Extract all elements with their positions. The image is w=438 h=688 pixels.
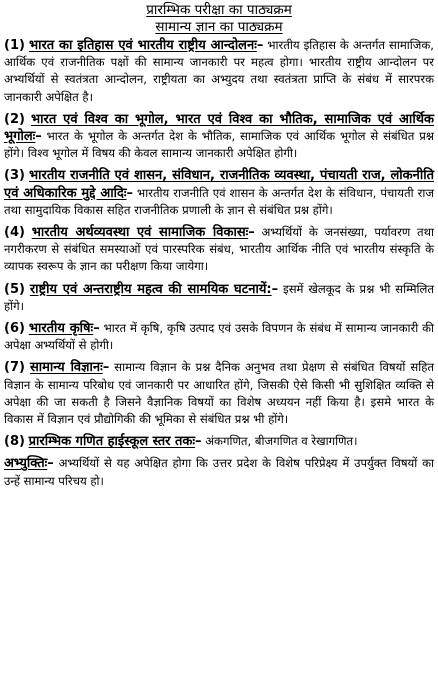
section-8 xyxy=(4,433,434,450)
section-1 xyxy=(4,37,434,106)
section-separator: – xyxy=(248,225,255,241)
section-heading: सामान्य विज्ञानः xyxy=(30,360,103,376)
section-number: (3) xyxy=(4,168,25,184)
section-text: अभ्यर्थियों के जनसंख्या, पर्यावरण तथा नगरीकरण से संबंधित समस्याओं एवं पारस्परिक संबंध, भारतीय आर्थिक नीति एवं भारतीय संस्कृति के व्यापक स्वरूप के ज्ञान का परीक्षण किया जायेगा। xyxy=(4,225,434,274)
section-text: सामान्य विज्ञान के प्रश्न दैनिक अनुभव तथा प्रेक्षण से संबंधित विषयों सहित विज्ञान के सामान्य परिबोध एवं जानकारी पर आधारित होंगे, जिसकी ऐसे किसी भी सुशिक्षित व्यक्ति से अपेक्षा की जा सकती है जिसने वैज्ञानिक विषयों का विशेष अध्ययन नहीं किया है। इसमे भारत के विकास में विज्ञान एवं प्रौद्योगिकी की भूमिका से संबंधित प्रश्न भी होंगे। xyxy=(4,360,434,427)
section-text: भारतीय राजनीति एवं शासन के अन्तर्गत देश के संविधान, पंचायती राज तथा सामुदायिक विकास सहित राजनीतिक प्रणाली के ज्ञान से संबंधित प्रश्न होंगे। xyxy=(4,185,434,217)
section-number: (2) xyxy=(4,111,25,127)
section-heading: भारतीय राजनीति एवं शासन, संविधान, राजनीतिक व्यवस्था, पंचायती राज, लोकनीति एवं अधिकारिक मुद्दे आदिः xyxy=(4,168,434,201)
section-5 xyxy=(4,281,434,315)
section-separator: – xyxy=(195,434,202,450)
section-separator: – xyxy=(93,321,100,337)
remark-heading: अभ्युक्तिः xyxy=(4,456,48,472)
section-separator: – xyxy=(47,456,54,472)
section-separator: – xyxy=(102,360,110,376)
section-text: इसमें खेलकूद के प्रश्न भी सम्मिलित होंगे। xyxy=(4,281,435,313)
section-4 xyxy=(4,224,434,276)
section-separator: – xyxy=(35,129,42,145)
section-separator: – xyxy=(126,185,134,201)
section-text: भारतीय इतिहास के अन्तर्गत सामाजिक, आर्थिक एवं राजनीतिक पक्षों की सामान्य जानकारी पर महत्व होगा। भारतीय राष्ट्रीय आन्दोलन पर अभ्यर्थियों से स्वतंत्रता आन्दोलन, राष्ट्रीयता का अभ्युदय तथा स्वतंत्रता प्राप्ति के संबंध में सारपरक जानकारी अपेक्षित है। xyxy=(4,38,434,104)
section-number: (5) xyxy=(4,281,25,297)
section-6 xyxy=(4,320,434,354)
remark-section xyxy=(4,455,434,489)
section-number: (6) xyxy=(4,321,25,337)
page-title: प्रारम्भिक परीक्षा का पाठ्यक्रम xyxy=(146,2,292,18)
section-text: भारत में कृषि, कृषि उत्पाद एवं उसके विपणन के संबंध में सामान्य जानकारी की अपेक्षा अभ्यर्थियों से होगी। xyxy=(4,321,435,353)
page-subtitle: सामान्य ज्ञान का पाठ्यक्रम xyxy=(155,19,283,35)
section-heading: भारत एवं विश्व का भूगोल, भारत एवं विश्व का भौतिक, सामाजिक एवं आर्थिक भूगोलः xyxy=(4,111,435,145)
section-separator: – xyxy=(271,281,279,297)
section-text: अंकगणित, बीजगणित व रेखागणित। xyxy=(205,434,358,449)
section-7 xyxy=(4,359,434,428)
section-heading: भारतीय अर्थव्यवस्था एवं सामाजिक विकासः xyxy=(31,225,249,241)
section-heading: भारतीय कृषिः xyxy=(28,321,94,337)
section-number: (8) xyxy=(4,434,25,450)
section-3 xyxy=(4,167,434,219)
remark-text: अभ्यर्थियों से यह अपेक्षित होगा कि उत्तर प्रदेश के विशेष परिप्रेक्ष्य में उपर्युक्त विषयों का उन्हें सामान्य परिचय हो। xyxy=(4,456,435,488)
section-number: (7) xyxy=(4,360,25,376)
section-heading: राष्ट्रीय एवं अन्तराष्ट्रीय महत्व की सामयिक घटनायें: xyxy=(29,281,272,297)
section-2 xyxy=(4,111,434,163)
section-heading: प्रारम्भिक गणित हाईस्कूल स्तर तकः xyxy=(28,434,196,450)
section-heading: भारत का इतिहास एवं भारतीय राष्ट्रीय आन्दोलनः xyxy=(28,38,257,53)
section-number: (1) xyxy=(4,38,25,53)
section-text: भारत के भूगोल के अन्तर्गत देश के भौतिक, सामाजिक एवं आर्थिक भूगोल से संबंधित प्रश्न होंगे। विश्व भूगोल में विषय की केवल सामान्य जानकारी अपेक्षित होगी। xyxy=(4,129,434,161)
section-number: (4) xyxy=(4,225,25,241)
section-separator: – xyxy=(256,38,264,53)
